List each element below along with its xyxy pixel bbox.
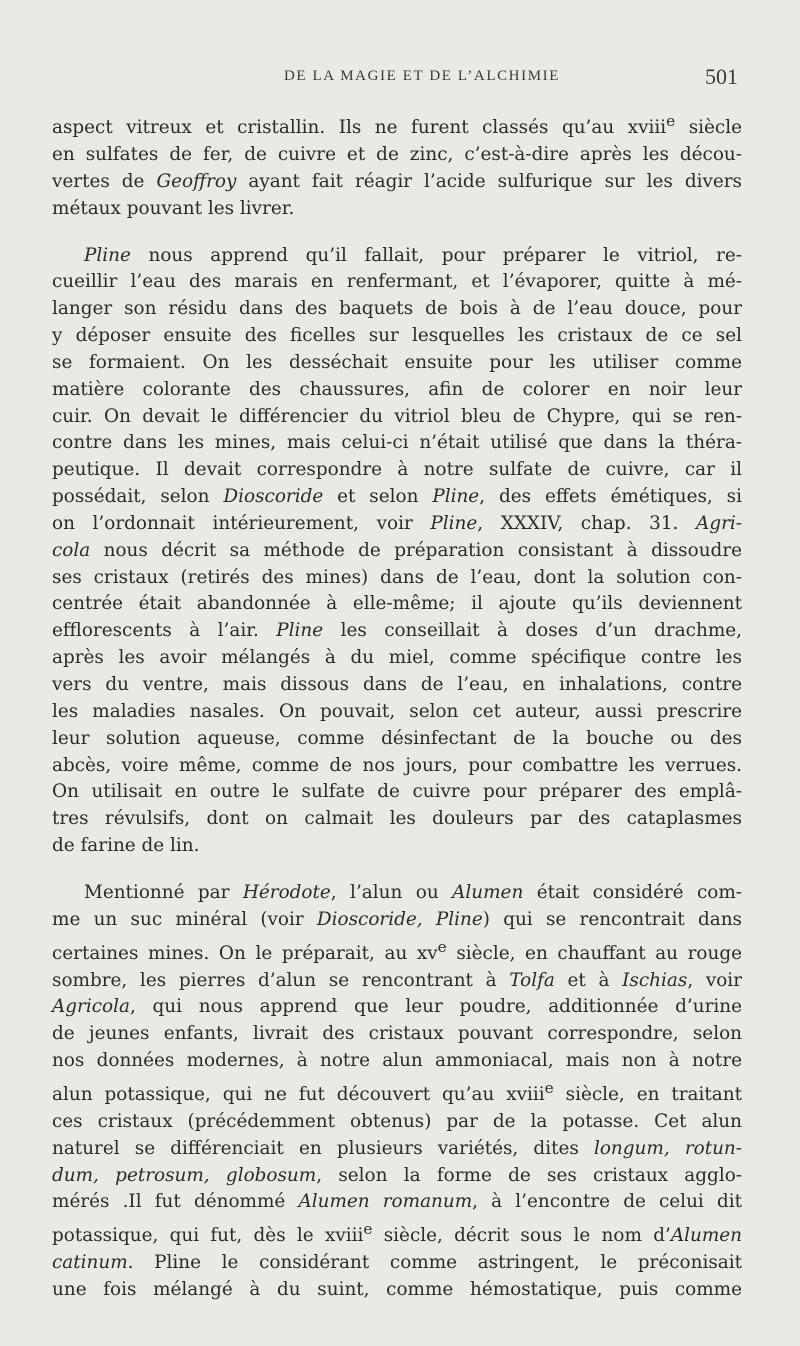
text-line: matière colorante des chaussures, afin de colorer en noir leur	[52, 378, 742, 400]
text-line: métaux pouvant les livrer.	[52, 197, 295, 219]
text-run: , des effets émétiques, si	[479, 486, 742, 508]
text-line	[52, 484, 742, 511]
text-run: vertes de	[52, 170, 157, 192]
text-run: naturel se différenciait en plusieurs variétés, dites	[52, 1137, 594, 1159]
text-run: certaines mines. On le préparait, au xv	[52, 942, 438, 964]
text-run: , qui nous apprend que leur poudre, additionnée d’urine	[129, 996, 742, 1018]
text-run: aspect vitreux et cristallin. Ils ne furent classés qu’au xviii	[52, 117, 667, 139]
text-run: , selon la forme de ses cristaux agglo-	[316, 1164, 742, 1186]
italic-name: Pline	[432, 486, 480, 508]
text-line	[52, 880, 742, 907]
text-line: après les avoir mélangés à du miel, comme spécifique contre les	[52, 647, 742, 669]
text-line	[52, 108, 742, 142]
text-run: et à	[554, 969, 623, 991]
text-line	[52, 968, 742, 995]
text-line: ces cristaux (précédemment obtenus) par de la potasse. Cet alun	[52, 1110, 742, 1132]
text-line	[52, 169, 742, 196]
text-line	[52, 1189, 742, 1216]
text-line: de farine de lin.	[52, 835, 200, 857]
text-run: potassique, qui fut, dès le xviii	[52, 1225, 364, 1247]
italic-name: Ischias	[622, 969, 688, 991]
text-line: peutique. Il devait correspondre à notre sulfate de cuivre, car il	[52, 459, 742, 481]
italic-name: cola	[52, 539, 91, 561]
italic-name: Agri-	[696, 512, 742, 534]
italic-name: longum, rotun-	[593, 1137, 742, 1159]
text-line: leur solution aqueuse, comme désinfectant de la bouche ou des	[52, 727, 742, 749]
text-run: siècle, décrit sous le nom d’	[372, 1225, 671, 1247]
text-run: Mentionné par	[84, 881, 243, 903]
text-line: centrée était abandonnée à elle-même; il ajoute qu’ils deviennent	[52, 593, 742, 615]
text-line: tres révulsifs, dont on calmait les douleurs par des cataplasmes	[52, 808, 742, 830]
text-line: ses cristaux (retirés des mines) dans de l’eau, dont la solution con-	[52, 566, 742, 588]
text-line	[52, 538, 742, 565]
text-run: ayant fait réagir l’acide sulfurique sur les divers	[236, 170, 742, 192]
text-line: une fois mélangé à du suint, comme hémostatique, puis comme	[52, 1279, 742, 1301]
text-line	[52, 1250, 742, 1277]
paragraph-1	[52, 108, 742, 223]
italic-name: Alumen	[452, 881, 524, 903]
italic-name: Geoffroy	[156, 170, 237, 192]
text-run: nous apprend qu’il fallait, pour préparer le vitriol, re-	[130, 244, 742, 266]
text-run: alun potassique, qui ne fut découvert qu’au xviii	[52, 1084, 545, 1106]
text-run: possédait, selon	[52, 486, 224, 508]
italic-name: Dioscoride	[223, 486, 324, 508]
text-line: cuir. On devait le différencier du vitriol bleu de Chypre, qui se ren-	[52, 405, 742, 427]
text-run: , voir	[687, 969, 742, 991]
text-line	[52, 1075, 742, 1109]
text-run: me un suc minéral (voir	[52, 908, 317, 930]
text-line: se formaient. On les desséchait ensuite pour les utiliser comme	[52, 351, 742, 373]
italic-name: Pline	[276, 620, 324, 642]
text-line	[52, 994, 742, 1021]
text-line	[52, 1216, 742, 1250]
body-text	[52, 108, 742, 1324]
text-run: siècle, en chauffant au rouge	[446, 942, 742, 964]
text-line	[52, 907, 742, 934]
text-line: en sulfates de fer, de cuivre et de zinc, c’est-à-dire après les décou-	[52, 143, 742, 165]
text-run: , à l’encontre de celui dit	[472, 1191, 742, 1213]
italic-name: Pline	[84, 244, 131, 266]
text-run: sombre, les pierres d’alun se rencontrant à	[52, 969, 510, 991]
text-run: . Pline le considérant comme astringent, le préconisait	[127, 1252, 742, 1274]
text-line	[52, 934, 742, 968]
paragraph-3	[52, 880, 742, 1304]
paragraph-2	[52, 243, 742, 860]
text-line: nos données modernes, à notre alun ammoniacal, mais non à notre	[52, 1050, 742, 1072]
text-line: On utilisait en outre le sulfate de cuivre pour préparer des emplâ-	[52, 781, 742, 803]
text-run: , l’alun ou	[330, 881, 453, 903]
text-run: et selon	[323, 486, 433, 508]
text-run: ) qui se rencontrait dans	[482, 908, 742, 930]
text-run: nous décrit sa méthode de préparation consistant à dissoudre	[90, 539, 742, 561]
text-run: siècle	[675, 117, 742, 139]
text-line	[52, 618, 742, 645]
text-run: efflorescents à l’air.	[52, 620, 277, 642]
text-run: on l’ordonnait intérieurement, voir	[52, 512, 431, 534]
italic-name: Hérodote	[242, 881, 331, 903]
text-line: de jeunes enfants, livrait des cristaux pouvant correspondre, selon	[52, 1023, 742, 1045]
page-number: 501	[705, 64, 738, 89]
text-run: mérés .Il fut dénommé	[52, 1191, 299, 1213]
text-line: vers du ventre, mais dissous dans de l’eau, en inhalations, contre	[52, 674, 742, 695]
text-line: les maladies nasales. On pouvait, selon cet auteur, aussi prescrire	[52, 700, 742, 722]
text-line	[52, 1163, 742, 1190]
italic-name: catinum	[52, 1252, 128, 1274]
text-run: , XXXIV, chap. 31.	[477, 512, 697, 534]
italic-name: Alumen romanum	[298, 1191, 473, 1213]
text-line	[52, 1136, 742, 1163]
superscript: e	[437, 937, 447, 956]
text-line: y déposer ensuite des ficelles sur lesquelles les cristaux de ce sel	[52, 325, 742, 347]
italic-name: Tolfa	[509, 969, 555, 991]
text-line	[52, 511, 742, 538]
superscript: e	[666, 112, 676, 130]
superscript: e	[363, 1220, 373, 1239]
italic-name: Dioscoride, Pline	[316, 908, 483, 930]
text-run: siècle, en traitant	[553, 1084, 742, 1106]
superscript: e	[544, 1078, 554, 1097]
text-line: abcès, voire même, comme de nos jours, pour combattre les verrues.	[52, 754, 742, 776]
italic-name: Pline	[430, 512, 478, 534]
italic-name: Agricola	[52, 996, 130, 1018]
text-line: contre dans les mines, mais celui-ci n’était utilisé que dans la théra-	[52, 432, 742, 454]
italic-name: Alumen	[670, 1225, 742, 1247]
running-head	[56, 64, 748, 94]
text-line: cueillir l’eau des marais en renfermant, et l’évaporer, quitte à mé-	[52, 271, 742, 293]
text-line: langer son résidu dans des baquets de bois à de l’eau douce, pour	[52, 298, 742, 320]
text-line	[52, 243, 742, 270]
running-title: DE LA MAGIE ET DE L’ALCHIMIE	[283, 68, 561, 84]
italic-name: dum, petrosum, globosum	[52, 1164, 317, 1186]
text-run: les conseillait à doses d’un drachme,	[323, 620, 742, 642]
text-run: était considéré com-	[523, 881, 742, 903]
